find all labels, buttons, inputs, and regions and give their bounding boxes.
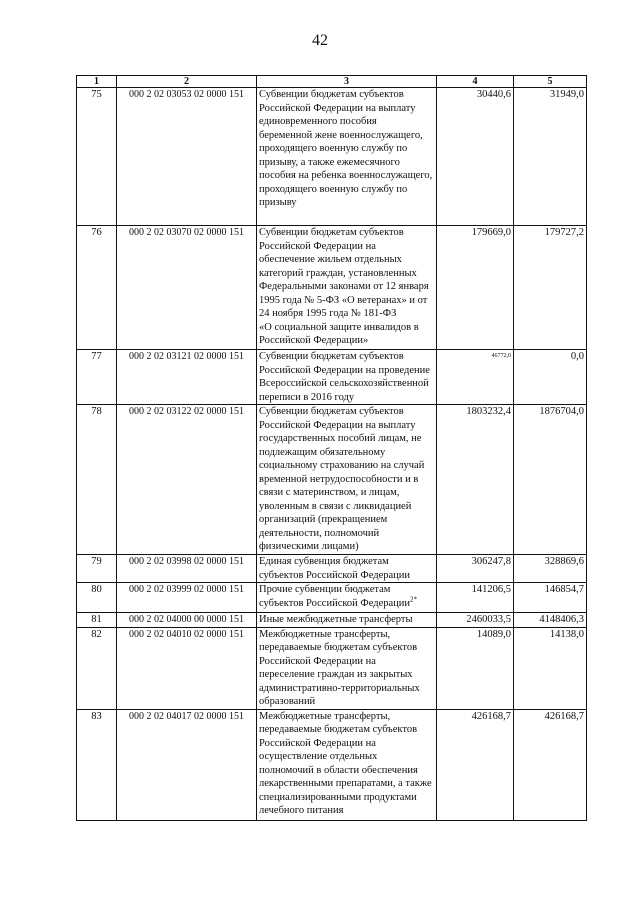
row-number: 75 bbox=[77, 88, 117, 226]
row-description: Единая субвенция бюджетам субъектов Российской Федерации bbox=[257, 555, 437, 583]
value-col5: 14138,0 bbox=[514, 627, 587, 709]
value-col4: 179669,0 bbox=[437, 226, 514, 350]
table-row bbox=[77, 627, 587, 709]
budget-table bbox=[76, 75, 587, 821]
value-col5: 146854,7 bbox=[514, 583, 587, 613]
value-col5: 0,0 bbox=[514, 350, 587, 405]
budget-code: 000 2 02 03999 02 0000 151 bbox=[117, 583, 257, 613]
table-row bbox=[77, 350, 587, 405]
value-col4: 14089,0 bbox=[437, 627, 514, 709]
table-row bbox=[77, 583, 587, 613]
value-col5: 328869,6 bbox=[514, 555, 587, 583]
row-description: Субвенции бюджетам субъектов Российской Федерации на обеспечение жильем отдельных категорий граждан, установленных Федеральными законами от 12 января 1995 года № 5-ФЗ «О ветеранах» и от 24 ноября 1995 года № 181-ФЗ «О социальной защите инвалидов в Российской Федерации» bbox=[257, 226, 437, 350]
table-row bbox=[77, 555, 587, 583]
column-header: 2 bbox=[117, 76, 257, 88]
table-row bbox=[77, 613, 587, 628]
budget-code: 000 2 02 03070 02 0000 151 bbox=[117, 226, 257, 350]
row-description: Субвенции бюджетам субъектов Российской Федерации на выплату единовременного пособия беременной жене военнослужащего, проходящего военную службу по призыву, а также ежемесячного пособия на ребенка военнослужащего, проходящего военную службу по призыву bbox=[257, 88, 437, 226]
budget-code: 000 2 02 04017 02 0000 151 bbox=[117, 709, 257, 820]
value-col5: 1876704,0 bbox=[514, 405, 587, 555]
row-description: Иные межбюджетные трансферты bbox=[257, 613, 437, 628]
column-header: 4 bbox=[437, 76, 514, 88]
row-number: 77 bbox=[77, 350, 117, 405]
value-col5: 4148406,3 bbox=[514, 613, 587, 628]
column-header: 1 bbox=[77, 76, 117, 88]
row-description: Межбюджетные трансферты, передаваемые бюджетам субъектов Российской Федерации на осуществление отдельных полномочий в области обеспечения лекарственными препаратами, а также специализированными продуктами лечебного питания bbox=[257, 709, 437, 820]
row-description: Субвенции бюджетам субъектов Российской Федерации на выплату государственных пособий лицам, не подлежащим обязательному социальному страхованию на случай временной нетрудоспособности и в связи с материнством, и лицам, уволенным в связи с ликвидацией организаций (прекращением деятельности, полномочий физическими лицами) bbox=[257, 405, 437, 555]
value-col5: 426168,7 bbox=[514, 709, 587, 820]
row-number: 81 bbox=[77, 613, 117, 628]
budget-code: 000 2 02 04000 00 0000 151 bbox=[117, 613, 257, 628]
value-col4: 306247,8 bbox=[437, 555, 514, 583]
value-col5: 179727,2 bbox=[514, 226, 587, 350]
row-number: 80 bbox=[77, 583, 117, 613]
value-col4: 1803232,4 bbox=[437, 405, 514, 555]
column-header: 3 bbox=[257, 76, 437, 88]
value-col4: 30440,6 bbox=[437, 88, 514, 226]
budget-code: 000 2 02 03122 02 0000 151 bbox=[117, 405, 257, 555]
row-number: 76 bbox=[77, 226, 117, 350]
page-number: 42 bbox=[312, 32, 328, 49]
row-number: 82 bbox=[77, 627, 117, 709]
table-row bbox=[77, 709, 587, 820]
table-row bbox=[77, 226, 587, 350]
value-col4: 141206,5 bbox=[437, 583, 514, 613]
row-description: Межбюджетные трансферты, передаваемые бюджетам субъектов Российской Федерации на переселение граждан из закрытых административно-территориальных образований bbox=[257, 627, 437, 709]
table-row bbox=[77, 405, 587, 555]
value-col5: 31949,0 bbox=[514, 88, 587, 226]
row-number: 79 bbox=[77, 555, 117, 583]
budget-code: 000 2 02 03998 02 0000 151 bbox=[117, 555, 257, 583]
row-number: 83 bbox=[77, 709, 117, 820]
budget-code: 000 2 02 03053 02 0000 151 bbox=[117, 88, 257, 226]
row-description: Субвенции бюджетам субъектов Российской Федерации на проведение Всероссийской сельскохозяйственной переписи в 2016 году bbox=[257, 350, 437, 405]
row-description: Прочие субвенции бюджетам субъектов Российской Федерации$^{2*}$ bbox=[257, 583, 437, 613]
table-header-row bbox=[77, 76, 587, 88]
budget-code: 000 2 02 04010 02 0000 151 bbox=[117, 627, 257, 709]
value-col4: 426168,7 bbox=[437, 709, 514, 820]
row-number: 78 bbox=[77, 405, 117, 555]
value-col4: 2460033,5 bbox=[437, 613, 514, 628]
value-col4: 46772,0 bbox=[437, 350, 514, 405]
budget-code: 000 2 02 03121 02 0000 151 bbox=[117, 350, 257, 405]
footnote-mark: 2* bbox=[410, 595, 418, 603]
column-header: 5 bbox=[514, 76, 587, 88]
table-row bbox=[77, 88, 587, 226]
